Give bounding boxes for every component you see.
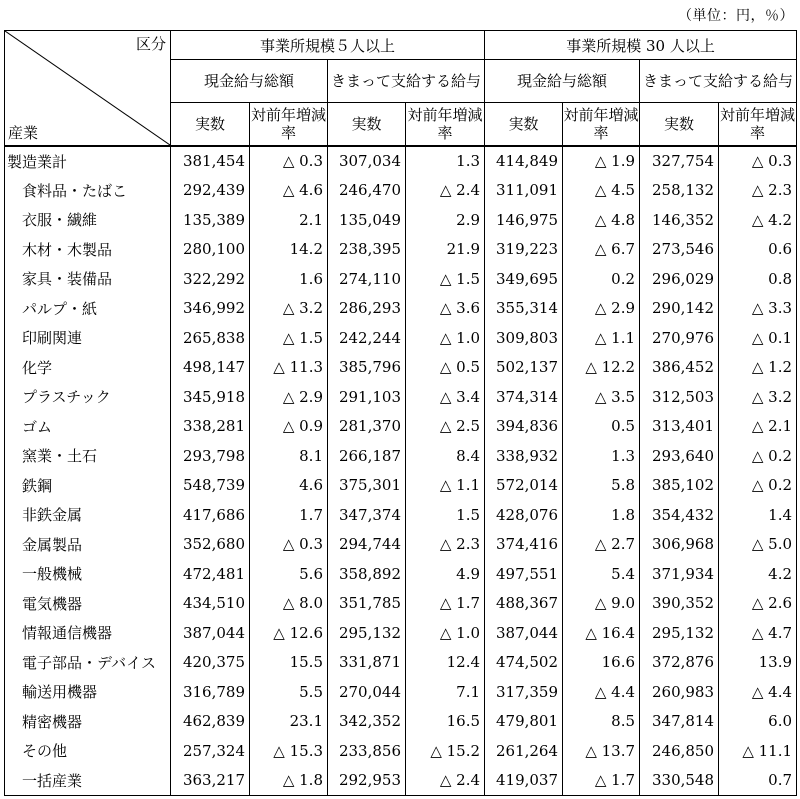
value-jissu: 338,281 <box>171 412 250 442</box>
value-jissu: 434,510 <box>171 589 250 619</box>
value-jissu: 347,374 <box>328 500 406 530</box>
value-zoukaritsu: △ 0.2 <box>719 471 797 501</box>
value-jissu: 280,100 <box>171 235 250 265</box>
value-zoukaritsu: △ 4.8 <box>563 205 640 235</box>
value-jissu: 295,132 <box>328 618 406 648</box>
table-row <box>5 618 797 648</box>
value-zoukaritsu: △ 2.4 <box>406 766 485 796</box>
value-zoukaritsu: △ 5.0 <box>719 530 797 560</box>
table-row <box>5 205 797 235</box>
value-zoukaritsu: 2.1 <box>250 205 328 235</box>
value-zoukaritsu: △ 2.4 <box>406 176 485 206</box>
table-row <box>5 471 797 501</box>
table-row <box>5 235 797 265</box>
value-zoukaritsu: △ 1.5 <box>406 264 485 294</box>
value-jissu: 342,352 <box>328 707 406 737</box>
value-zoukaritsu: △ 1.2 <box>719 353 797 383</box>
value-jissu: 316,789 <box>171 677 250 707</box>
table-row <box>5 736 797 766</box>
value-zoukaritsu: △ 0.1 <box>719 323 797 353</box>
value-jissu: 233,856 <box>328 736 406 766</box>
industry-name: 精密機器 <box>5 707 171 737</box>
value-zoukaritsu: 12.4 <box>406 648 485 678</box>
value-zoukaritsu: 0.2 <box>563 264 640 294</box>
value-jissu: 294,744 <box>328 530 406 560</box>
value-jissu: 293,640 <box>640 441 719 471</box>
value-jissu: 265,838 <box>171 323 250 353</box>
table-row <box>5 176 797 206</box>
value-zoukaritsu: △ 0.5 <box>406 353 485 383</box>
header-sangyo: 産業 <box>8 124 39 142</box>
value-jissu: 385,796 <box>328 353 406 383</box>
value-zoukaritsu: △ 2.3 <box>719 176 797 206</box>
table-row <box>5 530 797 560</box>
value-zoukaritsu: △ 4.4 <box>563 677 640 707</box>
industry-name: プラスチック <box>5 382 171 412</box>
value-jissu: 394,836 <box>485 412 563 442</box>
value-jissu: 260,983 <box>640 677 719 707</box>
value-zoukaritsu: 8.1 <box>250 441 328 471</box>
value-jissu: 270,044 <box>328 677 406 707</box>
value-zoukaritsu: △ 2.9 <box>563 294 640 324</box>
value-zoukaritsu: △ 15.2 <box>406 736 485 766</box>
value-jissu: 349,695 <box>485 264 563 294</box>
value-zoukaritsu: 1.4 <box>719 500 797 530</box>
industry-name: 輸送用機器 <box>5 677 171 707</box>
value-jissu: 355,314 <box>485 294 563 324</box>
value-zoukaritsu: △ 4.7 <box>719 618 797 648</box>
industry-name: 鉄鋼 <box>5 471 171 501</box>
value-jissu: 417,686 <box>171 500 250 530</box>
value-jissu: 246,850 <box>640 736 719 766</box>
value-zoukaritsu: △ 0.3 <box>250 146 328 176</box>
value-zoukaritsu: 5.5 <box>250 677 328 707</box>
value-zoukaritsu: 7.1 <box>406 677 485 707</box>
industry-name: 金属製品 <box>5 530 171 560</box>
value-jissu: 327,754 <box>640 146 719 176</box>
value-jissu: 296,029 <box>640 264 719 294</box>
wage-table <box>4 30 797 796</box>
industry-name: 電子部品・デバイス <box>5 648 171 678</box>
header-sub-regular-30: きまって支給する給与 <box>640 60 797 103</box>
value-jissu: 462,839 <box>171 707 250 737</box>
header-zoukaritsu: 対前年増減率 <box>563 103 640 147</box>
industry-name: 製造業計 <box>5 146 171 176</box>
header-jissu: 実数 <box>171 103 250 147</box>
header-kubun: 区分 <box>135 35 166 53</box>
value-jissu: 146,975 <box>485 205 563 235</box>
value-jissu: 352,680 <box>171 530 250 560</box>
value-zoukaritsu: 0.7 <box>719 766 797 796</box>
value-zoukaritsu: △ 0.2 <box>719 441 797 471</box>
value-zoukaritsu: △ 2.9 <box>250 382 328 412</box>
value-zoukaritsu: △ 2.3 <box>406 530 485 560</box>
value-jissu: 309,803 <box>485 323 563 353</box>
value-jissu: 274,110 <box>328 264 406 294</box>
value-jissu: 345,918 <box>171 382 250 412</box>
value-jissu: 498,147 <box>171 353 250 383</box>
value-zoukaritsu: △ 3.3 <box>719 294 797 324</box>
value-zoukaritsu: 16.5 <box>406 707 485 737</box>
value-jissu: 338,932 <box>485 441 563 471</box>
value-zoukaritsu: 1.3 <box>406 146 485 176</box>
industry-name: 非鉄金属 <box>5 500 171 530</box>
value-zoukaritsu: △ 2.7 <box>563 530 640 560</box>
value-jissu: 242,244 <box>328 323 406 353</box>
table-row <box>5 648 797 678</box>
industry-name: 電気機器 <box>5 589 171 619</box>
value-zoukaritsu: 0.5 <box>563 412 640 442</box>
header-corner <box>5 31 171 147</box>
table-row <box>5 382 797 412</box>
value-jissu: 390,352 <box>640 589 719 619</box>
industry-name: その他 <box>5 736 171 766</box>
value-zoukaritsu: △ 1.9 <box>563 146 640 176</box>
header-sub-regular-5: きまって支給する給与 <box>328 60 485 103</box>
industry-name: 化学 <box>5 353 171 383</box>
table-row <box>5 323 797 353</box>
value-zoukaritsu: △ 4.6 <box>250 176 328 206</box>
value-jissu: 385,102 <box>640 471 719 501</box>
value-zoukaritsu: △ 3.5 <box>563 382 640 412</box>
value-jissu: 313,401 <box>640 412 719 442</box>
value-jissu: 474,502 <box>485 648 563 678</box>
table-row <box>5 146 797 176</box>
header-sub-total-5: 現金給与総額 <box>171 60 328 103</box>
table-row <box>5 441 797 471</box>
value-jissu: 502,137 <box>485 353 563 383</box>
industry-name: 印刷関連 <box>5 323 171 353</box>
value-zoukaritsu: △ 2.5 <box>406 412 485 442</box>
value-zoukaritsu: △ 4.5 <box>563 176 640 206</box>
header-zoukaritsu: 対前年増減率 <box>250 103 328 147</box>
value-zoukaritsu: △ 12.6 <box>250 618 328 648</box>
value-zoukaritsu: △ 0.3 <box>250 530 328 560</box>
value-zoukaritsu: △ 0.3 <box>719 146 797 176</box>
value-zoukaritsu: 1.3 <box>563 441 640 471</box>
value-jissu: 238,395 <box>328 235 406 265</box>
value-jissu: 381,454 <box>171 146 250 176</box>
value-zoukaritsu: 0.8 <box>719 264 797 294</box>
value-jissu: 258,132 <box>640 176 719 206</box>
value-jissu: 295,132 <box>640 618 719 648</box>
value-zoukaritsu: △ 4.4 <box>719 677 797 707</box>
value-jissu: 261,264 <box>485 736 563 766</box>
value-zoukaritsu: △ 2.1 <box>719 412 797 442</box>
value-zoukaritsu: 5.8 <box>563 471 640 501</box>
header-jissu: 実数 <box>328 103 406 147</box>
value-jissu: 146,352 <box>640 205 719 235</box>
value-zoukaritsu: △ 1.1 <box>563 323 640 353</box>
value-zoukaritsu: 14.2 <box>250 235 328 265</box>
value-zoukaritsu: △ 1.7 <box>563 766 640 796</box>
value-zoukaritsu: 8.4 <box>406 441 485 471</box>
value-jissu: 306,968 <box>640 530 719 560</box>
value-jissu: 281,370 <box>328 412 406 442</box>
value-zoukaritsu: 15.5 <box>250 648 328 678</box>
value-zoukaritsu: △ 9.0 <box>563 589 640 619</box>
value-zoukaritsu: △ 13.7 <box>563 736 640 766</box>
value-jissu: 346,992 <box>171 294 250 324</box>
value-jissu: 293,798 <box>171 441 250 471</box>
value-zoukaritsu: △ 11.3 <box>250 353 328 383</box>
header-group-5: 事業所規模５人以上 <box>171 31 485 60</box>
value-zoukaritsu: 1.8 <box>563 500 640 530</box>
value-jissu: 386,452 <box>640 353 719 383</box>
value-zoukaritsu: 5.6 <box>250 559 328 589</box>
header-group-30: 事業所規模 30 人以上 <box>485 31 797 60</box>
value-jissu: 472,481 <box>171 559 250 589</box>
value-jissu: 351,785 <box>328 589 406 619</box>
value-jissu: 387,044 <box>171 618 250 648</box>
value-zoukaritsu: △ 1.0 <box>406 323 485 353</box>
value-jissu: 354,432 <box>640 500 719 530</box>
industry-name: パルプ・紙 <box>5 294 171 324</box>
value-zoukaritsu: 8.5 <box>563 707 640 737</box>
value-zoukaritsu: 4.6 <box>250 471 328 501</box>
value-jissu: 257,324 <box>171 736 250 766</box>
value-zoukaritsu: 1.5 <box>406 500 485 530</box>
value-jissu: 428,076 <box>485 500 563 530</box>
header-sub-total-30: 現金給与総額 <box>485 60 640 103</box>
value-jissu: 135,049 <box>328 205 406 235</box>
value-jissu: 291,103 <box>328 382 406 412</box>
industry-name: 窯業・土石 <box>5 441 171 471</box>
value-jissu: 387,044 <box>485 618 563 648</box>
value-jissu: 358,892 <box>328 559 406 589</box>
value-zoukaritsu: △ 6.7 <box>563 235 640 265</box>
value-zoukaritsu: △ 1.5 <box>250 323 328 353</box>
table-row <box>5 766 797 796</box>
value-jissu: 479,801 <box>485 707 563 737</box>
value-jissu: 246,470 <box>328 176 406 206</box>
header-jissu: 実数 <box>640 103 719 147</box>
value-jissu: 307,034 <box>328 146 406 176</box>
value-zoukaritsu: △ 11.1 <box>719 736 797 766</box>
industry-name: 一般機械 <box>5 559 171 589</box>
value-zoukaritsu: 4.2 <box>719 559 797 589</box>
industry-name: 情報通信機器 <box>5 618 171 648</box>
value-zoukaritsu: 1.6 <box>250 264 328 294</box>
value-jissu: 317,359 <box>485 677 563 707</box>
value-zoukaritsu: 5.4 <box>563 559 640 589</box>
table-row <box>5 500 797 530</box>
value-zoukaritsu: △ 2.6 <box>719 589 797 619</box>
value-jissu: 286,293 <box>328 294 406 324</box>
value-jissu: 135,389 <box>171 205 250 235</box>
table-row <box>5 264 797 294</box>
value-jissu: 322,292 <box>171 264 250 294</box>
value-zoukaritsu: 1.7 <box>250 500 328 530</box>
industry-name: 衣服・繊維 <box>5 205 171 235</box>
value-jissu: 270,976 <box>640 323 719 353</box>
value-jissu: 374,416 <box>485 530 563 560</box>
value-zoukaritsu: △ 1.8 <box>250 766 328 796</box>
value-zoukaritsu: △ 15.3 <box>250 736 328 766</box>
value-jissu: 374,314 <box>485 382 563 412</box>
value-zoukaritsu: △ 1.7 <box>406 589 485 619</box>
header-zoukaritsu: 対前年増減率 <box>406 103 485 147</box>
value-jissu: 372,876 <box>640 648 719 678</box>
value-jissu: 414,849 <box>485 146 563 176</box>
value-zoukaritsu: 2.9 <box>406 205 485 235</box>
value-jissu: 330,548 <box>640 766 719 796</box>
industry-name: 一括産業 <box>5 766 171 796</box>
value-zoukaritsu: 21.9 <box>406 235 485 265</box>
value-zoukaritsu: △ 1.0 <box>406 618 485 648</box>
value-jissu: 375,301 <box>328 471 406 501</box>
value-jissu: 319,223 <box>485 235 563 265</box>
value-zoukaritsu: △ 3.2 <box>250 294 328 324</box>
table-row <box>5 589 797 619</box>
industry-name: 食料品・たばこ <box>5 176 171 206</box>
value-jissu: 273,546 <box>640 235 719 265</box>
value-zoukaritsu: △ 4.2 <box>719 205 797 235</box>
value-jissu: 371,934 <box>640 559 719 589</box>
value-zoukaritsu: △ 3.2 <box>719 382 797 412</box>
value-zoukaritsu: 16.6 <box>563 648 640 678</box>
value-jissu: 311,091 <box>485 176 563 206</box>
value-jissu: 497,551 <box>485 559 563 589</box>
value-zoukaritsu: 23.1 <box>250 707 328 737</box>
industry-name: 木材・木製品 <box>5 235 171 265</box>
value-jissu: 363,217 <box>171 766 250 796</box>
value-zoukaritsu: △ 8.0 <box>250 589 328 619</box>
value-jissu: 419,037 <box>485 766 563 796</box>
table-row <box>5 677 797 707</box>
value-jissu: 331,871 <box>328 648 406 678</box>
value-jissu: 292,439 <box>171 176 250 206</box>
value-jissu: 548,739 <box>171 471 250 501</box>
value-zoukaritsu: 13.9 <box>719 648 797 678</box>
value-zoukaritsu: △ 16.4 <box>563 618 640 648</box>
value-jissu: 266,187 <box>328 441 406 471</box>
value-jissu: 292,953 <box>328 766 406 796</box>
header-zoukaritsu: 対前年増減率 <box>719 103 797 147</box>
value-jissu: 312,503 <box>640 382 719 412</box>
table-row <box>5 707 797 737</box>
value-jissu: 420,375 <box>171 648 250 678</box>
industry-name: ゴム <box>5 412 171 442</box>
value-zoukaritsu: △ 0.9 <box>250 412 328 442</box>
value-zoukaritsu: △ 3.6 <box>406 294 485 324</box>
industry-name: 家具・装備品 <box>5 264 171 294</box>
value-zoukaritsu: △ 12.2 <box>563 353 640 383</box>
table-row <box>5 559 797 589</box>
value-zoukaritsu: 6.0 <box>719 707 797 737</box>
value-zoukaritsu: 4.9 <box>406 559 485 589</box>
table-row <box>5 412 797 442</box>
value-zoukaritsu: 0.6 <box>719 235 797 265</box>
table-row <box>5 353 797 383</box>
unit-note: （単位：円，％） <box>678 8 794 24</box>
value-jissu: 290,142 <box>640 294 719 324</box>
header-jissu: 実数 <box>485 103 563 147</box>
value-jissu: 347,814 <box>640 707 719 737</box>
value-zoukaritsu: △ 1.1 <box>406 471 485 501</box>
value-jissu: 572,014 <box>485 471 563 501</box>
value-zoukaritsu: △ 3.4 <box>406 382 485 412</box>
table-row <box>5 294 797 324</box>
value-jissu: 488,367 <box>485 589 563 619</box>
